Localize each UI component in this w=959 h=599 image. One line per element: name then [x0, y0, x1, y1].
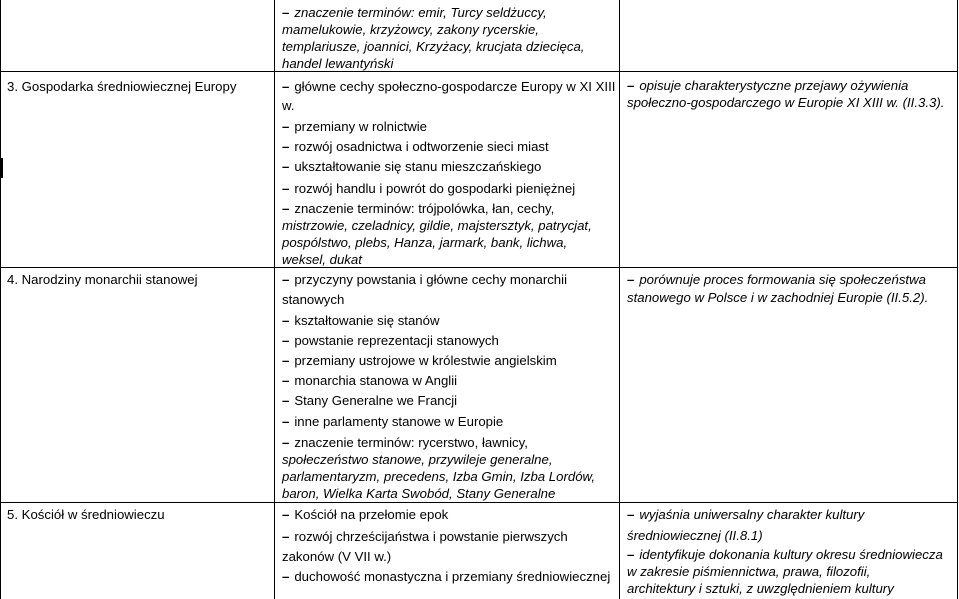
content-item	[282, 352, 557, 369]
content-item	[282, 158, 541, 175]
requirement-cont: średniowiecznej (II.8.1)	[627, 528, 763, 543]
content-text: rozwój handlu i powrót do gospodarki pieniężnej	[294, 181, 576, 196]
content-item-cont: w.	[282, 98, 295, 113]
requirement-item	[627, 77, 908, 94]
row-topic-3: 3. Gospodarka średniowiecznej Europy	[7, 79, 237, 94]
requirement-item	[627, 546, 943, 563]
content-item	[282, 528, 568, 545]
requirement-text: porównuje proces formowania się społeczeństwa	[639, 272, 926, 287]
requirement-cont: architektury i sztuki, z uwzględnieniem kultury	[627, 581, 894, 596]
content-item	[282, 568, 610, 585]
content-text: Stany Generalne we Francji	[294, 393, 458, 408]
content-text: rozwój osadnictwa i odtworzenie sieci miast	[294, 139, 549, 154]
terms-text: znaczenie terminów: emir, Turcy seldżuccy,	[294, 5, 547, 20]
terms-line: parlamentaryzm, precedens, Izba Gmin, Izba Lordów,	[282, 469, 595, 484]
change-bar-mark	[1, 158, 3, 178]
requirement-cont: stanowego w Polsce i w zachodniej Europie (II.5.2).	[627, 290, 929, 305]
requirement-cont: w zakresie piśmiennictwa, prawa, filozofii,	[627, 564, 871, 579]
content-item	[282, 78, 615, 95]
content-item	[282, 332, 499, 349]
content-item-terms	[282, 200, 554, 217]
terms-crusades-line-3: templariusze, joannici, Krzyżacy, krucjata dziecięca,	[282, 39, 585, 54]
terms-line: pospólstwo, plebs, Hanza, jarmark, bank, lichwa,	[282, 235, 568, 250]
content-item	[282, 271, 567, 288]
terms-crusades-line-1	[282, 4, 547, 21]
row-divider-5	[0, 502, 958, 503]
content-text: kształtowanie się stanów	[294, 313, 440, 328]
content-item-terms	[282, 434, 528, 451]
content-text: monarchia stanowa w Anglii	[294, 373, 458, 388]
content-item	[282, 392, 457, 409]
content-text: inne parlamenty stanowe w Europie	[294, 414, 504, 429]
requirement-item	[627, 506, 864, 523]
content-item	[282, 312, 439, 329]
row-topic-5: 5. Kościół w średniowieczu	[7, 507, 165, 522]
row-topic-4: 4. Narodziny monarchii stanowej	[7, 272, 198, 287]
terms-line: społeczeństwo stanowe, przywileje generalne,	[282, 452, 553, 467]
column-divider-2	[619, 0, 620, 599]
content-text: znaczenie terminów: rycerstwo, ławnicy,	[294, 435, 528, 450]
content-item-cont: zakonów (V VII w.)	[282, 549, 392, 564]
content-item	[282, 118, 427, 135]
content-item	[282, 180, 575, 197]
content-text: przemiany w rolnictwie	[294, 119, 427, 134]
table-border-left	[0, 0, 1, 599]
content-text: rozwój chrześcijaństwa i powstanie pierwszych	[294, 529, 568, 544]
requirement-item	[627, 271, 926, 288]
row-divider-4	[0, 267, 958, 268]
content-text: główne cechy społeczno-gospodarcze Europy w XI XIII	[294, 79, 616, 94]
requirement-text: wyjaśnia uniwersalny charakter kultury	[639, 507, 865, 522]
requirement-text: identyfikuje dokonania kultury okresu średniowiecza	[639, 547, 943, 562]
content-text: ukształtowanie się stanu mieszczańskiego	[294, 159, 542, 174]
column-divider-1	[274, 0, 275, 599]
content-item	[282, 506, 448, 523]
content-item	[282, 138, 549, 155]
content-text: znaczenie terminów: trójpolówka, łan, cechy,	[294, 201, 555, 216]
terms-line: mistrzowie, czeladnicy, gildie, majstersztyk, patrycjat,	[282, 218, 592, 233]
content-item	[282, 413, 503, 430]
terms-line: baron, Wielka Karta Swobód, Stany Generalne	[282, 486, 556, 501]
requirement-cont: społeczno-gospodarczego w Europie XI XIII w. (II.3.3).	[627, 95, 945, 110]
content-text: przyczyny powstania i główne cechy monarchii	[294, 272, 568, 287]
row-divider-3	[0, 71, 958, 72]
table-border-right	[957, 0, 958, 599]
terms-line: weksel, dukat	[282, 252, 362, 267]
terms-crusades-line-4: handel lewantyński	[282, 56, 394, 71]
content-text: Kościół na przełomie epok	[294, 507, 449, 522]
content-text: duchowość monastyczna i przemiany średniowiecznej	[294, 569, 611, 584]
content-item-cont: stanowych	[282, 292, 345, 307]
terms-crusades-line-2: mamelukowie, krzyżowcy, zakony rycerskie,	[282, 22, 539, 37]
content-text: powstanie reprezentacji stanowych	[294, 333, 499, 348]
requirement-text: opisuje charakterystyczne przejawy ożywienia	[639, 78, 909, 93]
content-item	[282, 372, 457, 389]
content-text: przemiany ustrojowe w królestwie angielskim	[294, 353, 557, 368]
